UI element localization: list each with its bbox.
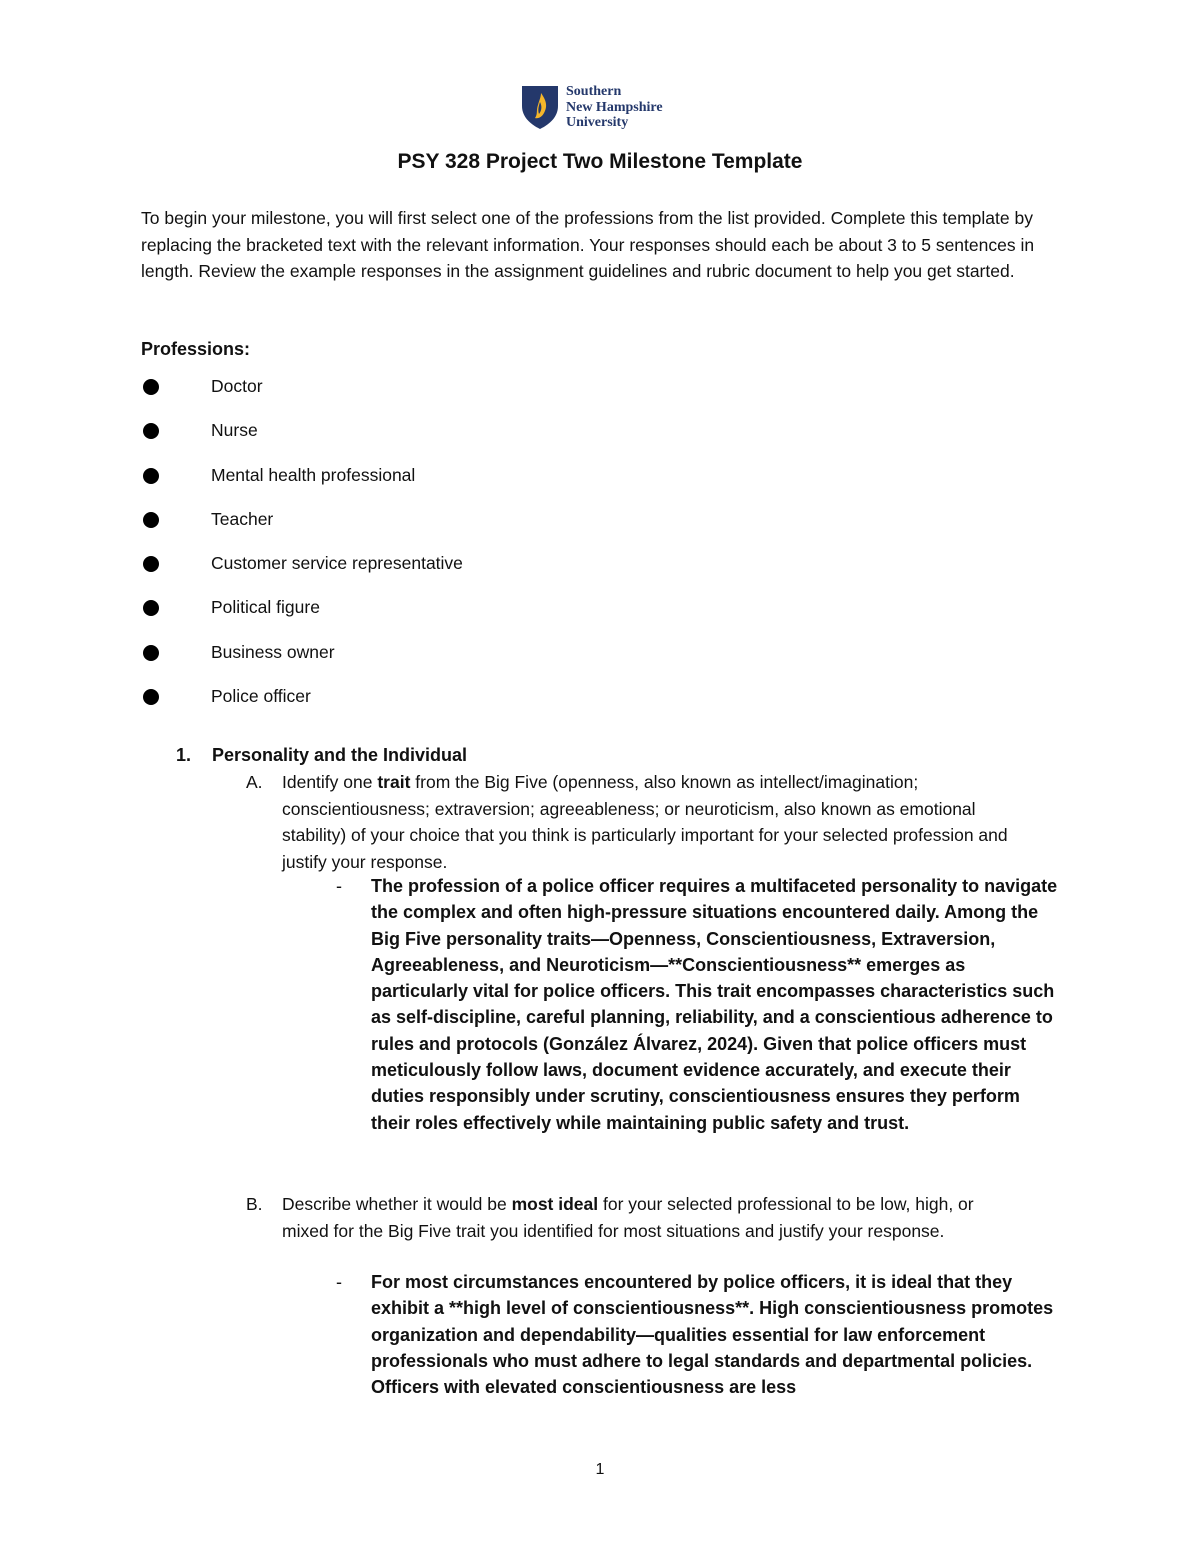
bullet-icon [143, 423, 159, 439]
dash-bullet: - [336, 1272, 342, 1292]
professions-heading: Professions: [141, 339, 251, 359]
question-letter: B. [246, 1194, 263, 1214]
prompt-text: for your selected professional to be low, high, or mixed for the Big Five trait you identified for most situations and justify your response. [282, 1194, 974, 1241]
bullet-icon [143, 468, 159, 484]
question-letter: A. [246, 772, 263, 792]
section-title: Personality and the Individual [212, 745, 468, 765]
bullet-icon [143, 556, 159, 572]
question-prompt [282, 1191, 1022, 1244]
intro-paragraph: To begin your milestone, you will first select one of the professions from the list provided. Complete this template by replacing the bracketed text with the relevant information. Your responses should each be about 3 to 5 sentences in length. Review the example responses in the assignment guidelines and rubric document to help you get started. [141, 208, 1035, 281]
profession-label: Nurse [211, 420, 258, 441]
profession-label: Police officer [211, 686, 311, 707]
profession-label: Political figure [211, 597, 320, 618]
bullet-icon [143, 512, 159, 528]
logo-wordmark [566, 84, 663, 131]
university-logo [520, 84, 690, 132]
dash-bullet: - [336, 876, 342, 896]
profession-label: Business owner [211, 641, 335, 662]
section-number: 1. [176, 745, 192, 765]
logo-line-1: Southern [566, 84, 622, 99]
profession-label: Doctor [211, 376, 263, 396]
prompt-emphasis: most ideal [511, 1194, 599, 1214]
answer-text: The profession of a police officer requires a multifaceted personality to navigate the complex and often high-pressure situations encountered daily. Among the Big Five personality traits—Openness, Conscientiousness, Extraversion, Agreeableness, and Neuroticism—**Conscientiousness** emerges as particularly vital for police officers. This trait encompasses characteristics such as self-discipline, careful planning, reliability, and a conscientious adherence to rules and protocols (González Álvarez, 2024). Given that police officers must meticulously follow laws, document evidence accurately, and execute their duties responsibly under scrutiny, conscientiousness ensures they perform their roles effectively while maintaining public safety and trust. [371, 876, 1058, 1133]
answer-text: For most circumstances encountered by police officers, it is ideal that they exhibit a **high level of conscientiousness**. High conscientiousness promotes organization and dependability—qualities essential for law enforcement professionals who must adhere to legal standards and departmental policies. Officers with elevated conscientiousness are less [371, 1272, 1054, 1398]
prompt-text: from the Big Five (openness, also known as intellect/imagination; conscientiousness; extraversion; agreeableness; or neuroticism, also known as emotional stability) of your choice that you think is particularly important for your selected profession and justify your response. [282, 772, 1008, 872]
logo-line-3: University [566, 115, 629, 130]
profession-label: Teacher [211, 508, 274, 529]
document-title: PSY 328 Project Two Milestone Template [397, 150, 803, 173]
question-prompt [282, 769, 1022, 875]
shield-flame-icon [520, 84, 560, 130]
bullet-icon [143, 379, 159, 395]
prompt-text: Describe whether it would be [282, 1194, 512, 1214]
profession-label: Mental health professional [211, 464, 416, 485]
bullet-icon [143, 689, 159, 705]
page-number: 1 [595, 1461, 605, 1478]
section-1-heading [176, 742, 467, 768]
bullet-icon [143, 600, 159, 616]
prompt-text: Identify one [282, 772, 378, 792]
bullet-icon [143, 645, 159, 661]
prompt-emphasis: trait [377, 772, 411, 792]
profession-label: Customer service representative [211, 553, 463, 574]
logo-line-2: New Hampshire [566, 99, 663, 115]
